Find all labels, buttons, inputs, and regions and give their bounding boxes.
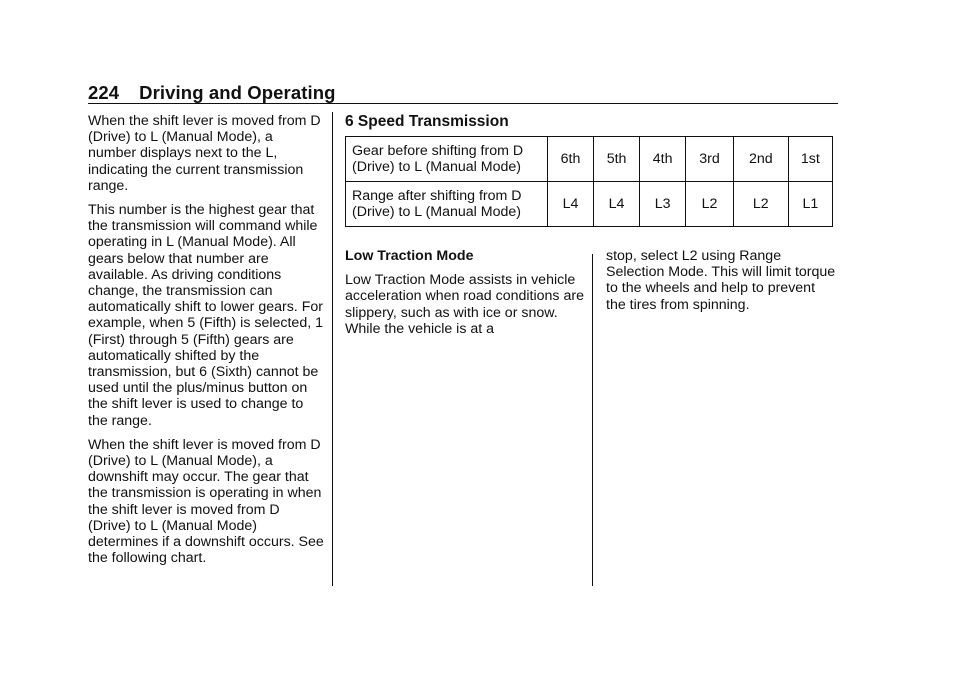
right-column — [606, 248, 836, 321]
table-cell: L2 — [733, 182, 788, 227]
table-cell: 6th — [548, 137, 594, 182]
section-title: 6 Speed Transmission — [345, 113, 509, 130]
page-title: Driving and Operating — [139, 82, 336, 103]
table-row — [346, 137, 833, 182]
table-cell: 4th — [640, 137, 686, 182]
column-divider-right — [592, 254, 593, 586]
table-cell: L4 — [548, 182, 594, 227]
table-cell: L1 — [788, 182, 832, 227]
table-cell: L2 — [686, 182, 734, 227]
paragraph: Low Traction Mode assists in vehicle acceleration when road conditions are slippery, such as with ice or snow. While the vehicle is at a — [345, 272, 584, 337]
column-divider-left — [332, 112, 333, 586]
table-cell: 2nd — [733, 137, 788, 182]
left-column — [88, 113, 324, 574]
header-divider — [88, 103, 838, 104]
middle-column — [345, 248, 585, 345]
paragraph: stop, select L2 using Range Selection Mode. This will limit torque to the wheels and help to prevent the tires from spinning. — [606, 248, 836, 313]
table-cell: 1st — [788, 137, 832, 182]
row-label: Gear before shifting from D (Drive) to L (Manual Mode) — [346, 137, 548, 182]
paragraph: When the shift lever is moved from D (Drive) to L (Manual Mode), a downshift may occur. The gear that the transmission is operating in when the shift lever is moved from D (Drive) to L (Manual Mode) determines if a downshift occurs. See the following chart. — [88, 436, 324, 567]
page-number: 224 — [88, 82, 120, 103]
subsection-heading: Low Traction Mode — [345, 248, 474, 264]
table-cell: L4 — [594, 182, 640, 227]
paragraph: This number is the highest gear that the transmission will command while operating in L (Manual Mode). All gears below that number are available. As driving conditions change, the transmission can automatically shift to lower gears. For example, when 5 (Fifth) is selected, 1 (First) through 5 (Fifth) gears are automatically shifted by the transmission, but 6 (Sixth) cannot be used until the plus/minus button on the shift lever is used to change to the range. — [88, 202, 323, 429]
paragraph: When the shift lever is moved from D (Drive) to L (Manual Mode), a number displays next to the L, indicating the current transmission range. — [88, 113, 321, 194]
table-row — [346, 182, 833, 227]
table-cell: 3rd — [686, 137, 734, 182]
page-header — [88, 82, 336, 104]
shift-table — [345, 136, 833, 227]
table-cell: 5th — [594, 137, 640, 182]
table-cell: L3 — [640, 182, 686, 227]
row-label: Range after shifting from D (Drive) to L (Manual Mode) — [346, 182, 548, 227]
